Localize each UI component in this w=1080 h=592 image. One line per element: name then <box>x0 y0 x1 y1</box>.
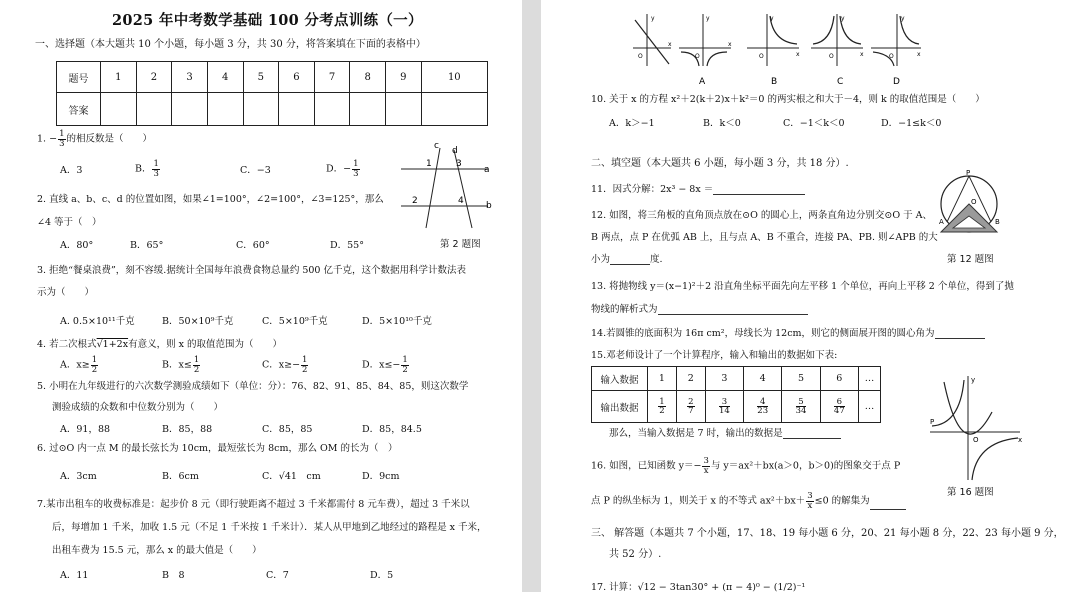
q4-option-d: D．x≤− $\frac{1}{2}$ <box>362 355 408 375</box>
question-10: 10. 关于 x 的方程 x²＋2(k＋2)x＋k²＝0 的两实根之和大于－4，则 k 的取值范围是（ ） <box>591 94 985 105</box>
q5-option-a: A．91，88 <box>60 424 111 435</box>
table-number: 8 <box>350 62 386 93</box>
output-cell: $\frac{2}{7}$ <box>676 391 705 423</box>
table-number: 6 <box>279 62 315 93</box>
svg-text:x: x <box>860 51 864 58</box>
question-6: 6. 过⊙O 内一点 M 的最长弦长为 10cm，最短弦长为 8cm，那么 OM 的长为（ ） <box>37 443 398 454</box>
table-number: 7 <box>314 62 350 93</box>
svg-text:O: O <box>695 53 700 60</box>
q6-option-a: A．3cm <box>60 471 97 482</box>
graph-c <box>811 14 864 86</box>
table-header-label: 题号 <box>57 62 101 93</box>
question-12-line2: B 两点，点 P 在优弧 AB 上，且与点 A、B 不重合，连接 PA、PB. 则∠APB 的大 <box>591 232 938 243</box>
question-7-line3: 出租车费为 15.5 元，那么 x 的最大值是（ ） <box>52 545 262 556</box>
output-cell: $\frac{1}{2}$ <box>648 391 677 423</box>
question-17: 17. 计算：√12 − 3tan30° + (π − 4)⁰ − (1/2)⁻¹ <box>591 582 806 592</box>
svg-text:x: x <box>917 51 921 58</box>
q10-option-a: A．k＞−1 <box>609 118 655 129</box>
section-three-heading-line2: 共 52 分）. <box>609 549 662 560</box>
question-5-line2: 测验成绩的众数和中位数分别为（ ） <box>52 402 224 413</box>
q6-option-b: B．6cm <box>162 471 199 482</box>
question-2-line1: 2. 直线 a、b、c、d 的位置如图，如果∠1=100°，∠2=100°，∠3=125°，那么 <box>37 194 384 205</box>
q16-graph-figure <box>926 372 1026 484</box>
fig-label-a: a <box>484 165 490 175</box>
fig-label-d: d <box>452 146 458 156</box>
question-14: 14.若圆锥的底面积为 16π cm²，母线长为 12cm，则它的侧面展开图的圆心角为 <box>591 328 985 339</box>
table-number: 3 <box>172 62 208 93</box>
question-1 <box>37 130 152 148</box>
svg-text:O: O <box>889 53 894 60</box>
q6-option-c: C．√41 cm <box>262 471 321 482</box>
input-cell: 5 <box>782 367 820 391</box>
q1-option-c: C．−3 <box>240 165 271 176</box>
table-number: 10 <box>421 62 487 93</box>
q12-blank[interactable] <box>610 255 650 265</box>
svg-text:y: y <box>841 15 845 22</box>
q10-option-d: D．−1≤k＜0 <box>881 118 942 129</box>
input-cell: … <box>859 367 881 391</box>
input-cell: 2 <box>676 367 705 391</box>
answer-cell[interactable] <box>279 93 315 126</box>
q4-option-b: B．x≤ $\frac{1}{2}$ <box>162 355 200 375</box>
answer-cell[interactable] <box>207 93 243 126</box>
q3-option-d: D．5×10¹⁰千克 <box>362 316 432 327</box>
svg-text:O: O <box>971 198 977 206</box>
q10-option-c: C．−1＜k＜0 <box>783 118 845 129</box>
q5-option-d: D．85，84.5 <box>362 424 422 435</box>
question-15-after: 那么，当输入数据是 7 时，输出的数据是 <box>609 428 841 439</box>
question-13-line2: 物线的解析式为 <box>591 304 808 315</box>
question-16-line2: 点 P 的纵坐标为 1，则关于 x 的不等式 ax²＋bx＋ $\frac{3}{x}$ ≤0 的解集为 <box>591 492 906 510</box>
hyperbola-right <box>972 438 1018 480</box>
left-exam-page <box>0 0 522 592</box>
fig-label-1: 1 <box>426 159 432 169</box>
q14-blank[interactable] <box>935 329 985 339</box>
q5-option-c: C．85，85 <box>262 424 313 435</box>
q5-option-b: B．85，88 <box>162 424 213 435</box>
graph-label-d: D <box>893 77 900 86</box>
q2-option-a: A．80° <box>60 240 94 251</box>
fig-label-4: 4 <box>458 196 464 206</box>
table-number: 5 <box>243 62 279 93</box>
table-number: 2 <box>136 62 172 93</box>
fig-label-3: 3 <box>456 159 462 169</box>
fig-label-2: 2 <box>412 196 418 206</box>
svg-text:O: O <box>638 53 643 60</box>
question-15-line1: 15.邓老师设计了一个计算程序，输入和输出的数据如下表: <box>591 350 838 361</box>
input-cell: 6 <box>820 367 858 391</box>
q16-blank[interactable] <box>870 500 906 510</box>
q10-option-b: B．k＜0 <box>703 118 741 129</box>
q13-blank[interactable] <box>658 305 808 315</box>
svg-text:x: x <box>728 41 732 48</box>
q1-option-a: A．3 <box>60 165 83 176</box>
q7-option-a: A．11 <box>60 570 89 581</box>
section-two-heading: 二、填空题（本大题共 6 小题，每小题 3 分，共 18 分）. <box>591 158 849 169</box>
svg-text:y: y <box>971 376 976 384</box>
question-12-line3: 小为 度. <box>591 254 663 265</box>
fig-label-c: c <box>434 142 439 151</box>
answer-cell[interactable] <box>386 93 422 126</box>
svg-text:O: O <box>829 53 834 60</box>
output-cell: $\frac{5}{34}$ <box>782 391 820 423</box>
svg-text:y: y <box>706 15 710 22</box>
q12-figure-caption: 第 12 题图 <box>947 254 994 265</box>
q1-number: 1. <box>37 133 47 145</box>
q4-option-c: C．x≥− $\frac{1}{2}$ <box>262 355 308 375</box>
question-7-line1: 7.某市出租车的收费标准是：起步价 8 元（即行驶距离不超过 3 千米都需付 8 元车费），超过 3 千米以 <box>37 499 470 510</box>
q1-fraction: $\frac{1}{3}$ <box>59 129 65 149</box>
output-cell: $\frac{3}{14}$ <box>705 391 743 423</box>
table-answer-label: 答案 <box>57 93 101 126</box>
q1-text: 的相反数是（ ） <box>66 133 153 145</box>
svg-text:P: P <box>930 418 935 426</box>
question-7-line2: 后，每增加 1 千米，加收 1.5 元（不足 1 千米按 1 千米计）．某人从甲地到乙地经过的路程是 x 千米， <box>52 522 487 533</box>
section-three-heading-line1: 三、 解答题（本题共 7 个小题，17、18、19 每小题 6 分，20、21 每小题 8 分，22、23 每小题 9 分， <box>591 528 1064 539</box>
q7-option-d: D．5 <box>370 570 394 581</box>
table-number: 9 <box>386 62 422 93</box>
input-label: 输入数据 <box>592 367 648 391</box>
question-5-line1: 5. 小明在九年级进行的六次数学测验成绩如下（单位：分）：76、82、91、85、84、85，则这次数学 <box>37 381 469 392</box>
graph-linear <box>633 14 672 66</box>
exam-title: 2025 年中考数学基础 100 分考点训练（一） <box>112 12 423 29</box>
q3-option-c: C．5×10⁹千克 <box>262 316 328 327</box>
q9-function-graphs <box>611 8 921 86</box>
svg-text:O: O <box>973 436 979 444</box>
io-data-table <box>591 366 881 423</box>
answer-cell[interactable] <box>172 93 208 126</box>
answer-cell[interactable] <box>243 93 279 126</box>
q12-circle-figure <box>933 166 1011 252</box>
q15-blank[interactable] <box>783 429 841 439</box>
svg-text:y: y <box>651 15 655 22</box>
answer-cell[interactable] <box>136 93 172 126</box>
fig-label-b: b <box>486 201 492 211</box>
output-cell: $\frac{6}{47}$ <box>820 391 858 423</box>
right-exam-page <box>541 0 1080 592</box>
graph-d <box>871 14 921 86</box>
graph-b <box>747 14 800 86</box>
input-cell: 3 <box>705 367 743 391</box>
question-3-line1: 3. 拒绝“餐桌浪费”，刻不容缓.据统计全国每年浪费食物总量约 500 亿千克，这个数据用科学计数法表 <box>37 265 466 276</box>
svg-text:P: P <box>966 169 971 177</box>
output-cell: $\frac{4}{23}$ <box>744 391 782 423</box>
svg-text:y: y <box>770 15 774 22</box>
hyperbola-left <box>932 380 964 426</box>
answer-table <box>56 61 488 126</box>
question-16-line1: 16. 如图，已知函数 y＝− $\frac{3}{x}$ 与 y＝ax²＋bx(a＞0，b＞0)的图象交于点 P <box>591 456 901 476</box>
answer-cell[interactable] <box>350 93 386 126</box>
question-4: 4. 若二次根式√1+2x有意义，则 x 的取值范围为（ ） <box>37 339 282 350</box>
svg-text:O: O <box>759 53 764 60</box>
q2-figure-caption: 第 2 题图 <box>440 239 481 250</box>
svg-text:y: y <box>901 15 905 22</box>
graph-label-b: B <box>771 77 778 86</box>
q2-option-d: D．55° <box>330 240 364 251</box>
answer-cell[interactable] <box>314 93 350 126</box>
question-13-line1: 13. 将抛物线 y＝(x−1)²＋2 沿直角坐标平面先向左平移 1 个单位，再向上平移 2 个单位，得到了抛 <box>591 281 1014 292</box>
table-number: 1 <box>101 62 137 93</box>
graph-label-a: A <box>699 77 706 86</box>
answer-cell[interactable] <box>101 93 137 126</box>
output-label: 输出数据 <box>592 391 648 423</box>
q1-option-b: B． $\frac{1}{3}$ <box>135 159 159 179</box>
question-2-line2: ∠4 等于（ ） <box>37 217 102 228</box>
q3-option-a: A. 0.5×10¹¹千克 <box>60 316 135 327</box>
svg-text:x: x <box>796 51 800 58</box>
question-12-line1: 12. 如图，将三角板的直角顶点放在⊙O 的圆心上，两条直角边分别交⊙O 于 A、 <box>591 210 933 221</box>
q2-option-b: B．65° <box>130 240 164 251</box>
q11-blank[interactable] <box>713 185 805 195</box>
q3-option-b: B．50×10⁹千克 <box>162 316 234 327</box>
input-cell: 4 <box>744 367 782 391</box>
svg-text:x: x <box>668 41 672 48</box>
q2-option-c: C．60° <box>236 240 270 251</box>
graph-label-c: C <box>837 77 844 86</box>
question-3-line2: 示为（ ） <box>37 287 95 298</box>
q2-lines-figure <box>396 142 496 238</box>
question-11: 11．因式分解：2x³ − 8x ＝ <box>591 184 805 195</box>
svg-text:x: x <box>1018 436 1023 444</box>
svg-text:B: B <box>995 218 1000 226</box>
q7-option-b: B 8 <box>162 570 185 581</box>
input-cell: 1 <box>648 367 677 391</box>
q4-option-a: A．x≥ $\frac{1}{2}$ <box>60 355 98 375</box>
section-one-heading: 一、选择题（本大题共 10 个小题，每小题 3 分，共 30 分，将答案填在下面的表格中） <box>35 39 426 50</box>
q16-figure-caption: 第 16 题图 <box>947 487 994 498</box>
q4-radical: √1+2x <box>96 339 129 350</box>
q6-option-d: D．9cm <box>362 471 400 482</box>
q1-option-d: D．− $\frac{1}{3}$ <box>326 159 359 179</box>
svg-text:A: A <box>939 218 944 226</box>
q1-minus: − <box>49 133 58 145</box>
graph-a <box>679 14 732 86</box>
output-cell: … <box>859 391 881 423</box>
table-number: 4 <box>207 62 243 93</box>
q7-option-c: C．7 <box>266 570 289 581</box>
answer-cell[interactable] <box>421 93 487 126</box>
